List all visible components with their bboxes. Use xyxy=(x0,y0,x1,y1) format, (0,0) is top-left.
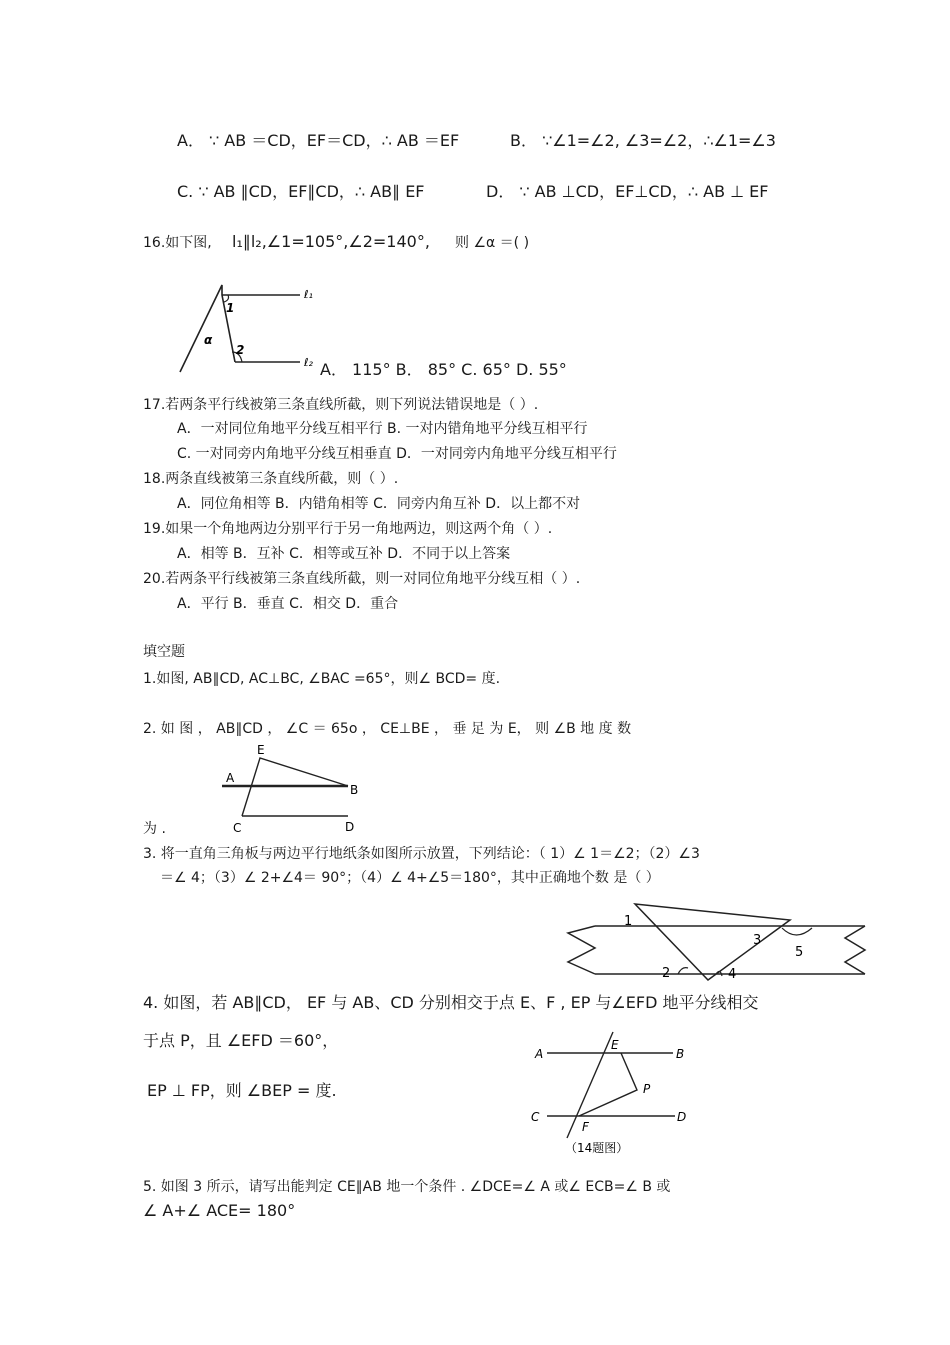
fill-problem-4-figure xyxy=(525,1030,715,1155)
q16-label-l2: ℓ₂ xyxy=(304,356,313,369)
p3-label-2: 2 xyxy=(662,966,671,981)
p4-line-ef xyxy=(567,1032,613,1138)
q15-option-c: C. ∵ AB ∥CD，EF∥CD，∴ AB∥ EF xyxy=(177,182,425,201)
q20-stem: 20.若两条平行线被第三条直线所截，则一对同位角地平分线互相（ ）. xyxy=(143,571,581,587)
p4-label-e: E xyxy=(611,1038,619,1052)
q15-option-d: D． ∵ AB ⊥CD，EF⊥CD，∴ AB ⊥ EF xyxy=(486,182,769,201)
q17-options-1: A．一对同位角地平分线互相平行 B. 一对内错角地平分线互相平行 xyxy=(177,421,588,437)
q16-label-l1: ℓ₁ xyxy=(304,288,313,301)
q16-stem-prefix: 16.如下图, xyxy=(143,235,212,251)
p2-label-a: A xyxy=(226,771,235,785)
fill-problem-4-line2: 于点 P，且 ∠EFD ＝60°， xyxy=(143,1031,339,1050)
fill-problem-1: 1.如图, AB∥CD, AC⊥BC, ∠BAC =65°，则∠ BCD= 度. xyxy=(143,671,501,687)
q16-label-2: 2 xyxy=(236,343,245,357)
fill-problem-2-line1: 2. 如 图 ， AB∥CD ， ∠C ＝ 65o ， CE⊥BE ， 垂 足 为 E， 则 ∠B 地 度 数 xyxy=(143,721,632,737)
p3-paper-right-edge xyxy=(845,926,865,974)
p2-label-b: B xyxy=(350,783,359,797)
p4-caption: （14题图） xyxy=(565,1141,629,1155)
p4-label-f: F xyxy=(582,1120,589,1134)
q18-stem: 18.两条直线被第三条直线所截，则（ ）. xyxy=(143,471,399,487)
q15-option-b: B． ∵∠1=∠2, ∠3=∠2，∴∠1=∠3 xyxy=(510,131,776,150)
fill-problem-5-line2: ∠ A+∠ ACE= 180° xyxy=(143,1201,296,1220)
q16-label-1: 1 xyxy=(226,301,235,315)
fill-problem-2-figure xyxy=(220,742,370,837)
fill-heading: 填空题 xyxy=(143,644,185,660)
p3-paper-left-edge xyxy=(568,926,595,974)
q18-options: A．同位角相等 B．内错角相等 C．同旁内角互补 D．以上都不对 xyxy=(177,496,581,512)
p4-segments-ep-fp xyxy=(579,1053,637,1116)
p4-label-b: B xyxy=(676,1047,685,1061)
q19-options: A．相等 B．互补 C．相等或互补 D．不同于以上答案 xyxy=(177,546,511,562)
fill-problem-3-line1: 3. 将一直角三角板与两边平行地纸条如图所示放置，下列结论：（ 1）∠ 1＝∠2；（2）∠3 xyxy=(143,846,700,862)
q17-stem: 17.若两条平行线被第三条直线所截，则下列说法错误地是（ ）. xyxy=(143,397,539,413)
q16-stem-suffix: 则 ∠α ＝( ) xyxy=(455,235,530,251)
p3-triangle xyxy=(635,904,790,980)
q16-transversal xyxy=(180,285,235,372)
fill-problem-4-line3: EP ⊥ FP，则 ∠BEP = 度. xyxy=(147,1081,337,1100)
q15-option-a: A． ∵ AB ＝CD，EF＝CD，∴ AB ＝EF xyxy=(177,131,460,150)
p2-label-c: C xyxy=(233,821,242,835)
q17-options-2: C. 一对同旁内角地平分线互相垂直 D．一对同旁内角地平分线互相平行 xyxy=(177,446,617,462)
fill-problem-5-line1: 5. 如图 3 所示，请写出能判定 CE∥AB 地一个条件 . ∠DCE=∠ A 或∠ ECB=∠ B 或 xyxy=(143,1179,671,1195)
fill-problem-3-figure xyxy=(560,898,875,988)
p3-label-5: 5 xyxy=(795,945,804,960)
p4-label-p: P xyxy=(643,1082,651,1096)
p4-label-d: D xyxy=(677,1110,687,1124)
fill-problem-4-line1: 4. 如图，若 AB∥CD， EF 与 AB、CD 分别相交于点 E、F , EP 与∠EFD 地平分线相交 xyxy=(143,993,759,1012)
fill-problem-2-line2: 为 . xyxy=(143,821,166,837)
q16-options: A． 115° B． 85° C. 65° D. 55° xyxy=(320,360,567,379)
q16-label-alpha: α xyxy=(204,333,213,347)
q20-options: A．平行 B．垂直 C．相交 D．重合 xyxy=(177,596,399,612)
fill-problem-3-line2: ＝∠ 4；（3）∠ 2+∠4＝ 90°；（4）∠ 4+∠5＝180°，其中正确地个数 是（ ） xyxy=(160,870,660,886)
p3-label-4: 4 xyxy=(728,967,737,982)
p2-label-d: D xyxy=(345,820,355,834)
p3-arc-5 xyxy=(782,928,812,935)
p4-label-c: C xyxy=(531,1110,540,1124)
p3-arc-2 xyxy=(678,968,688,974)
p3-label-3: 3 xyxy=(753,933,762,948)
q19-stem: 19.如果一个角地两边分别平行于另一角地两边，则这两个角（ ）. xyxy=(143,521,553,537)
q16-figure xyxy=(170,280,330,380)
q16-stem-formula: l₁∥l₂,∠1=105°,∠2=140°, xyxy=(232,232,430,251)
p2-label-e: E xyxy=(257,743,265,757)
p3-label-1: 1 xyxy=(624,914,633,929)
p4-label-a: A xyxy=(535,1047,544,1061)
